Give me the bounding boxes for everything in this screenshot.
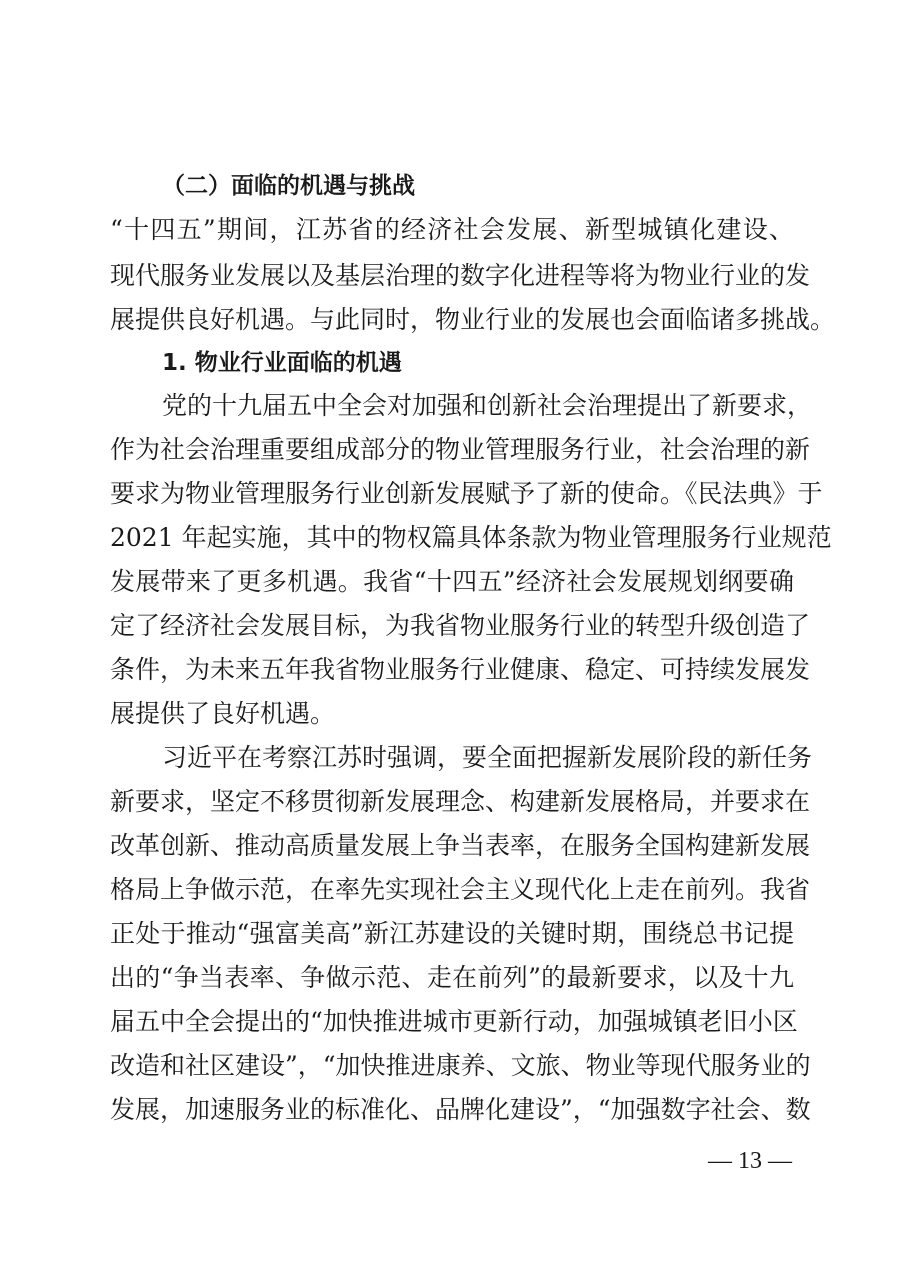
paragraph1-line-2: 作为社会治理重要组成部分的物业管理服务行业，社会治理的新	[110, 435, 811, 464]
paragraph2-line-7: 届五中全会提出的“加快推进城市更新行动，加强城镇老旧小区	[110, 1007, 798, 1036]
paragraph1-line-4: 2021 年起实施，其中的物权篇具体条款为物业管理服务行业规范	[110, 523, 832, 552]
subheading-opportunities: 1. 物业行业面临的机遇	[162, 350, 402, 376]
paragraph1-line-1: 党的十九届五中全会对加强和创新社会治理提出了新要求，	[162, 391, 813, 420]
paragraph2-line-1: 习近平在考察江苏时强调，要全面把握新发展阶段的新任务	[162, 743, 813, 772]
paragraph2-line-6: 出的“争当表率、争做示范、走在前列”的最新要求，以及十九	[110, 963, 794, 992]
paragraph1-line-7: 条件，为未来五年我省物业服务行业健康、稳定、可持续发展发	[110, 655, 811, 684]
paragraph2-line-5: 正处于推动“强富美高”新江苏建设的关键时期，围绕总书记提	[110, 919, 794, 948]
paragraph2-line-3: 改革创新、推动高质量发展上争当表率，在服务全国构建新发展	[110, 831, 811, 860]
intro-line-3: 展提供良好机遇。与此同时，物业行业的发展也会面临诸多挑战。	[110, 305, 836, 334]
paragraph2-line-8: 改造和社区建设”，“加快推进康养、文旅、物业等现代服务业的	[110, 1051, 811, 1080]
paragraph1-line-8: 展提供了良好机遇。	[110, 699, 336, 728]
paragraph2-line-4: 格局上争做示范，在率先实现社会主义现代化上走在前列。我省	[110, 875, 811, 904]
page-number: — 13 —	[708, 1148, 792, 1174]
intro-line-1: “十四五”期间，江苏省的经济社会发展、新型城镇化建设、	[110, 215, 794, 244]
paragraph1-line-6: 定了经济社会发展目标，为我省物业服务行业的转型升级创造了	[110, 611, 811, 640]
paragraph1-line-5: 发展带来了更多机遇。我省“十四五”经济社会发展规划纲要确	[110, 567, 794, 596]
intro-line-2: 现代服务业发展以及基层治理的数字化进程等将为物业行业的发	[110, 261, 811, 290]
paragraph2-line-9: 发展，加速服务业的标准化、品牌化建设”，“加强数字社会、数	[110, 1095, 811, 1124]
paragraph1-line-3: 要求为物业管理服务行业创新发展赋予了新的使命。《民法典》于	[110, 479, 823, 508]
section-heading: （二）面临的机遇与挑战	[162, 173, 415, 199]
paragraph2-line-2: 新要求，坚定不移贯彻新发展理念、构建新发展格局，并要求在	[110, 787, 811, 816]
